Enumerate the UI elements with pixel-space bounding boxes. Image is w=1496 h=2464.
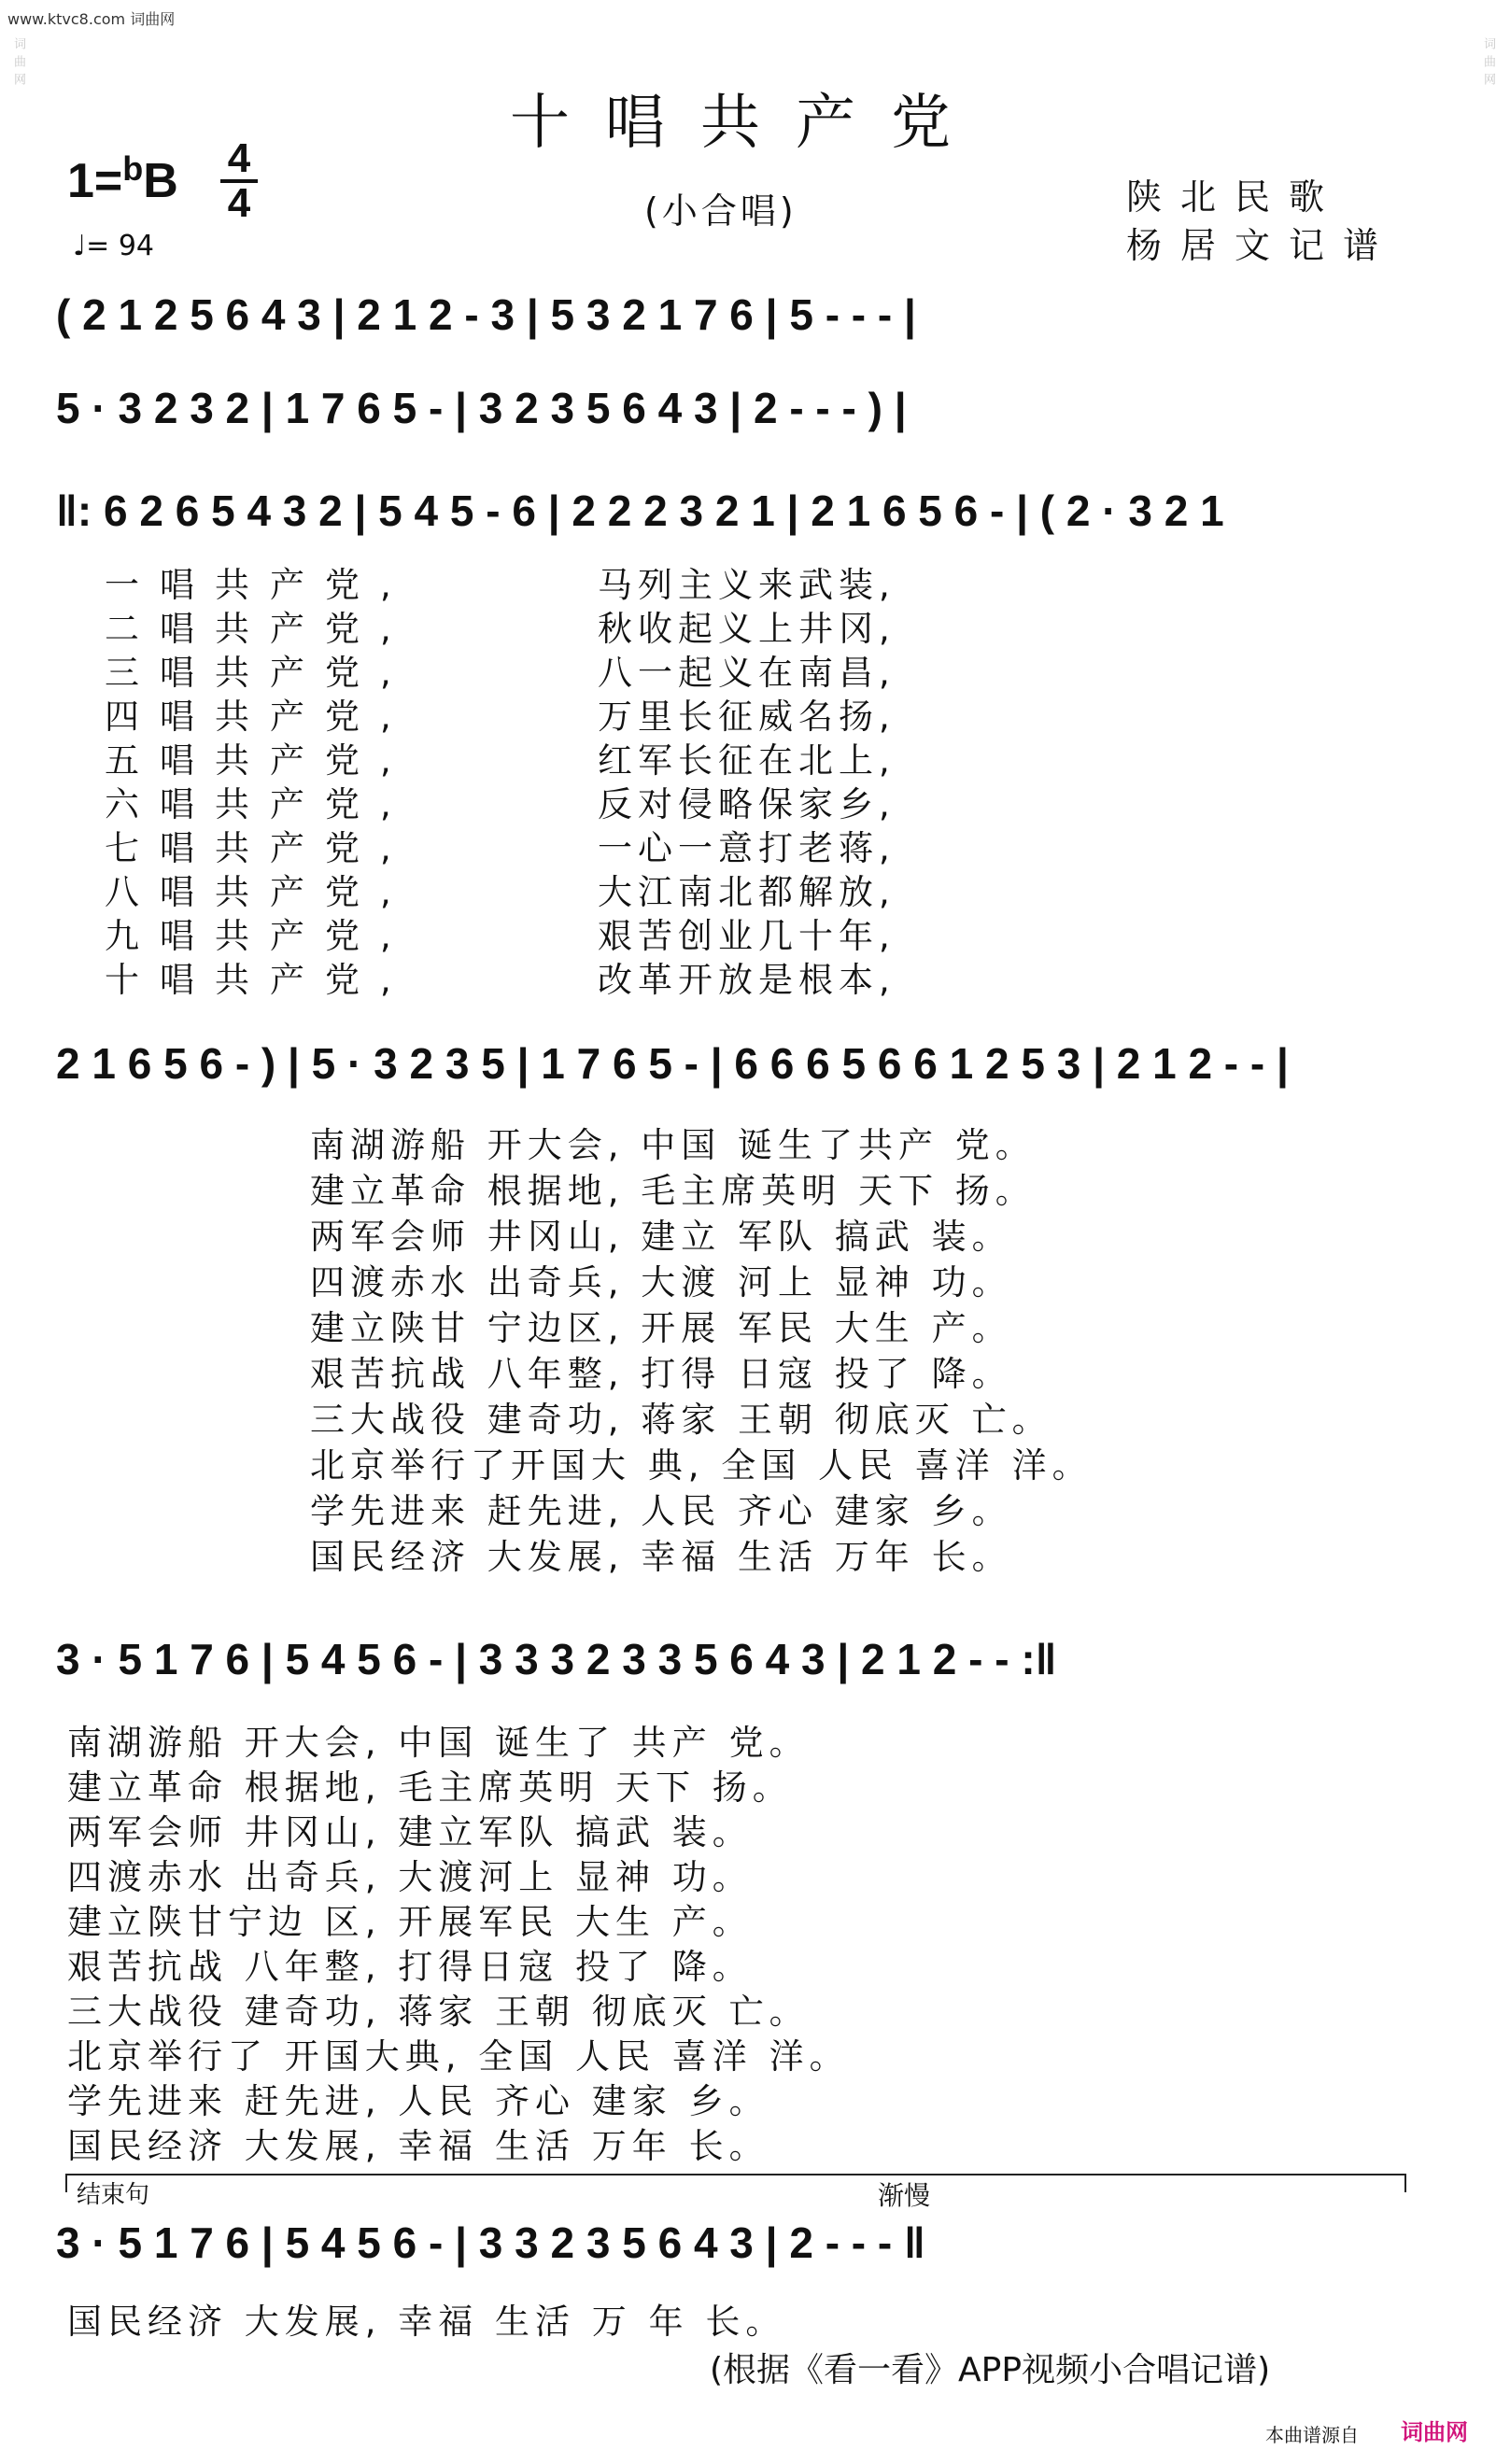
source-note: (根据《看一看》APP视频小合唱记谱) bbox=[710, 2351, 1271, 2389]
key-signature bbox=[67, 149, 178, 209]
side-watermark-left: 词曲网 bbox=[11, 37, 25, 91]
lyric: 反对侵略保家乡, bbox=[598, 784, 896, 824]
time-top: 4 bbox=[227, 135, 251, 181]
tempo-mark: ♩= 94 bbox=[73, 230, 154, 262]
lyric: 四渡赤水 出奇兵, 大渡河上 显神 功。 bbox=[67, 1857, 753, 1897]
footer-brand[interactable]: 词曲网 bbox=[1401, 2419, 1468, 2445]
lyric: 一唱共产党, bbox=[105, 565, 412, 605]
lyric: 艰苦抗战 八年整, 打得日寇 投了 降。 bbox=[67, 1947, 753, 1987]
lyric: 六唱共产党, bbox=[105, 784, 412, 824]
song-title: 十唱共产党 bbox=[510, 89, 986, 158]
key-prefix: 1= bbox=[67, 154, 123, 208]
subtitle: (小合唱) bbox=[644, 190, 797, 232]
ending-bracket bbox=[65, 2174, 1406, 2192]
time-signature bbox=[220, 135, 258, 226]
notation-line: 3 · 5 1 7 6 | 5 4 5 6 - | 3 3 2 3 5 6 4 3 | 2 - - - ‖ bbox=[56, 2218, 925, 2267]
lyric: 建立陕甘 宁边区, 开展 军民 大生 产。 bbox=[310, 1308, 1012, 1348]
lyric: 南湖游船 开大会, 中国 诞生了共产 党。 bbox=[310, 1125, 1036, 1165]
key-flat: b bbox=[122, 149, 144, 188]
credit-origin: 陕北民歌 bbox=[1126, 176, 1344, 218]
lyric: 北京举行了 开国大典, 全国 人民 喜洋 洋。 bbox=[67, 2036, 850, 2077]
lyric: 学先进来 赶先进, 人民 齐心 建家 乡。 bbox=[310, 1491, 1012, 1531]
lyric: 大江南北都解放, bbox=[598, 872, 896, 912]
lyric: 一心一意打老蒋, bbox=[598, 828, 896, 868]
lyric: 红军长征在北上, bbox=[598, 740, 896, 781]
lyric: 二唱共产党, bbox=[105, 609, 412, 649]
ending-lyrics: 国民经济 大发展, 幸福 生活 万 年 长。 bbox=[67, 2302, 786, 2342]
lyric: 三大战役 建奇功, 蒋家 王朝 彻底灭 亡。 bbox=[67, 1992, 810, 2032]
side-watermark-right: 词曲网 bbox=[1481, 37, 1495, 91]
lyric: 马列主义来武装, bbox=[598, 565, 896, 605]
lyric: 四渡赤水 出奇兵, 大渡 河上 显神 功。 bbox=[310, 1262, 1012, 1302]
credit-transcriber: 杨居文记谱 bbox=[1126, 225, 1398, 266]
lyric: 十唱共产党, bbox=[105, 960, 412, 1000]
notation-line: 2 1 6 5 6 - ) | 5 · 3 2 3 5 | 1 7 6 5 - | 6 6 6 5 6 6 1 2 5 3 | 2 1 2 - - | bbox=[56, 1039, 1289, 1088]
lyric: 五唱共产党, bbox=[105, 740, 412, 781]
lyric: 八一起义在南昌, bbox=[598, 653, 896, 693]
lyric: 北京举行了开国大 典, 全国 人民 喜洋 洋。 bbox=[310, 1445, 1093, 1485]
ending-label: 结束句 bbox=[77, 2181, 150, 2209]
lyric: 建立革命 根据地, 毛主席英明 天下 扬。 bbox=[310, 1171, 1036, 1211]
site-watermark: www.ktvc8.com 词曲网 bbox=[7, 10, 176, 28]
lyric: 国民经济 大发展, 幸福 生活 万年 长。 bbox=[67, 2126, 769, 2166]
lyric: 两军会师 井冈山, 建立军队 搞武 装。 bbox=[67, 1812, 753, 1852]
key-note: B bbox=[143, 154, 178, 208]
lyric: 秋收起义上井冈, bbox=[598, 609, 896, 649]
lyric: 建立陕甘宁边 区, 开展军民 大生 产。 bbox=[67, 1902, 753, 1942]
notation-line: 5 · 3 2 3 2 | 1 7 6 5 - | 3 2 3 5 6 4 3 | 2 - - - ) | bbox=[56, 384, 907, 432]
lyric: 万里长征威名扬, bbox=[598, 697, 896, 737]
lyric: 艰苦抗战 八年整, 打得 日寇 投了 降。 bbox=[310, 1354, 1012, 1394]
notation-line: ‖: 6 2 6 5 4 3 2 | 5 4 5 - 6 | 2 2 2 3 2 1 | 2 1 6 5 6 - | ( 2 · 3 2 1 bbox=[56, 486, 1224, 535]
lyric: 改革开放是根本, bbox=[598, 960, 896, 1000]
lyric: 九唱共产党, bbox=[105, 916, 412, 956]
lyric: 建立革命 根据地, 毛主席英明 天下 扬。 bbox=[67, 1767, 793, 1808]
lyric: 南湖游船 开大会, 中国 诞生了 共产 党。 bbox=[67, 1723, 810, 1763]
lyric: 四唱共产党, bbox=[105, 697, 412, 737]
footer-source: 本曲谱源自 bbox=[1265, 2424, 1359, 2446]
lyric: 学先进来 赶先进, 人民 齐心 建家 乡。 bbox=[67, 2081, 769, 2121]
lyric: 三唱共产党, bbox=[105, 653, 412, 693]
lyric: 八唱共产党, bbox=[105, 872, 412, 912]
ritardando-mark: 渐慢 bbox=[878, 2180, 931, 2211]
lyric: 三大战役 建奇功, 蒋家 王朝 彻底灭 亡。 bbox=[310, 1400, 1052, 1440]
lyric: 两军会师 井冈山, 建立 军队 搞武 装。 bbox=[310, 1217, 1012, 1257]
lyric: 艰苦创业几十年, bbox=[598, 916, 896, 956]
lyric: 国民经济 大发展, 幸福 生活 万年 长。 bbox=[310, 1537, 1012, 1577]
notation-line: ( 2 1 2 5 6 4 3 | 2 1 2 - 3 | 5 3 2 1 7 6 | 5 - - - | bbox=[56, 290, 916, 339]
lyric: 七唱共产党, bbox=[105, 828, 412, 868]
notation-line: 3 · 5 1 7 6 | 5 4 5 6 - | 3 3 3 2 3 3 5 6 4 3 | 2 1 2 - - :‖ bbox=[56, 1635, 1057, 1683]
time-bottom: 4 bbox=[227, 180, 251, 226]
